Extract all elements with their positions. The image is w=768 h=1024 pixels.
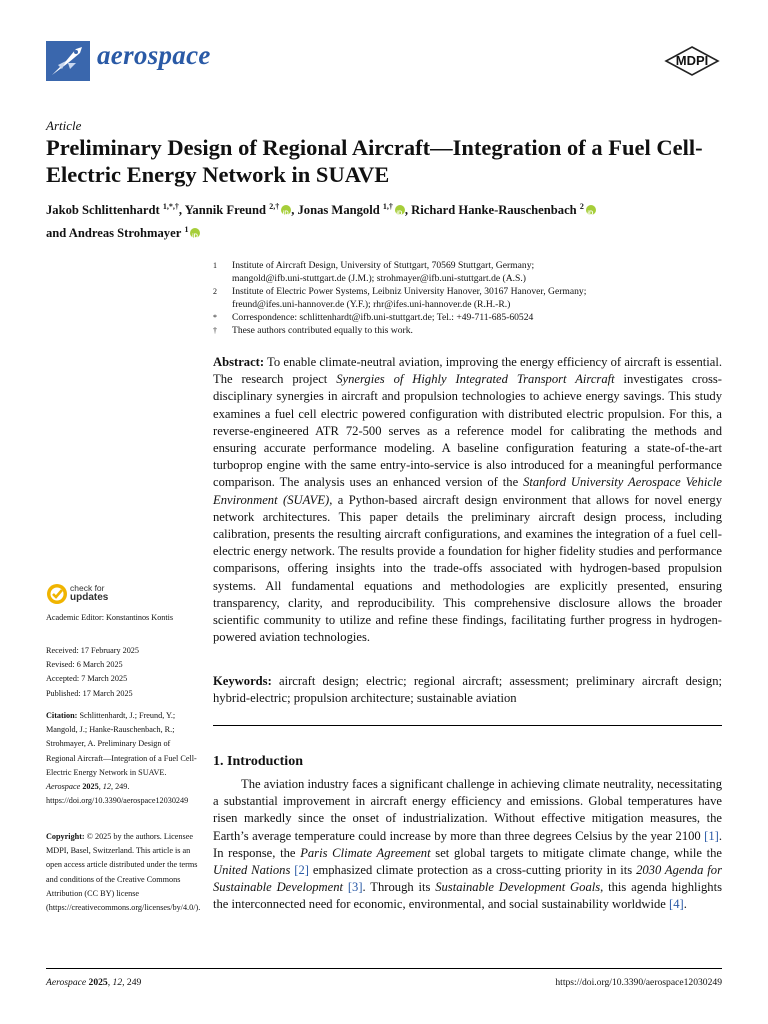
author[interactable]: Jakob Schlittenhardt $^{1,*,\dagger}$: [46, 202, 179, 218]
copyright-block: Copyright: © 2025 by the authors. Licensee MDPI, Basel, Switzerland. This article is an open access article distributed under the terms and conditions of the Creative Commons Attribution (CC BY) license (https://creativecommons.org/licenses/by/4.0/).: [46, 832, 201, 913]
paper-title: Preliminary Design of Regional Aircraft—Integration of a Fuel Cell-Electric Energy Network in SUAVE: [46, 135, 703, 187]
section-heading: 1. Introduction: [213, 754, 303, 769]
author[interactable]: Yannik Freund $^{2,\dagger}$iD: [185, 203, 291, 217]
section-divider: [213, 725, 722, 726]
orcid-icon[interactable]: [586, 205, 596, 215]
citation-block: Citation: Schlittenhardt, J.; Freund, Y.; Mangold, J.; Hanke-Rauschenbach, R.; Strohmayer, A. Preliminary Design of Regional Aircraft—Integration of a Fuel Cell-Electric Energy Network in SUAVE. Aerospace 2025, 12, 249. https://doi.org/10.3390/aerospace12030249: [46, 711, 197, 806]
author-list: Jakob Schlittenhardt $^{1,*,\dagger}$, Yannik Freund $^{2,\dagger}$iD , Jonas Mangold $^{1,\dagger}$iD , Richard Hanke-Rauschenbach $^2$iD and Andreas Strohmayer $^1$iD: [46, 197, 746, 243]
received-date: Received: 17 February 2025: [46, 646, 139, 655]
accepted-date: Accepted: 7 March 2025: [46, 674, 128, 684]
check-for-updates-label[interactable]: check for updates: [70, 583, 109, 603]
footer-doi-link[interactable]: https://doi.org/10.3390/aerospace12030249: [555, 977, 722, 988]
published-date: Published: 17 March 2025: [46, 688, 133, 698]
dates-block: [46, 644, 198, 701]
author[interactable]: Richard Hanke-Rauschenbach $^2$iD: [411, 203, 596, 217]
citation-link[interactable]: [1]: [704, 828, 719, 843]
journal-name: aerospace: [97, 40, 211, 70]
aerospace-logo-icon: [46, 41, 90, 81]
academic-editor: Academic Editor: Konstantinos Kontis: [46, 613, 174, 622]
citation-link[interactable]: [2]: [294, 863, 309, 878]
orcid-icon[interactable]: [395, 205, 405, 215]
keywords: Keywords: aircraft design; electric; regional aircraft; assessment; preliminary aircraft design; hybrid-electric; propulsion architecture; sustainable aviation: [213, 674, 722, 706]
footer-divider: [46, 968, 722, 969]
author[interactable]: Jonas Mangold $^{1,\dagger}$iD: [297, 203, 404, 217]
revised-date: Revised: 6 March 2025: [46, 660, 123, 670]
article-type: Article: [46, 118, 82, 133]
citation-link[interactable]: [3]: [347, 880, 363, 895]
footer-citation: Aerospace 2025, 12, 249: [46, 977, 142, 988]
orcid-icon[interactable]: [281, 205, 291, 215]
introduction-paragraph: The aviation industry faces a significant challenge in achieving climate neutrality, necessitating a substantial improvement in aircraft energy efficiency and emissions. Global temperatures have risen markedly since the onset of industrialization. Without effective mitigation measures, the Earth’s average temperature could increase by more than three degrees Celsius by the year 2100 [1]. In response, the Paris Climate Agreement set global targets to mitigate climate change, while the United Nations [2] emphasized climate protection as a cross-cutting priority in its 2030 Agenda for Sustainable Development [3]. Through its Sustainable Development Goals, this agenda highlights the interconnected need for economic, environmental, and social sustainability worldwide [4].: [213, 777, 722, 912]
abstract: Abstract: To enable climate-neutral aviation, improving the energy efficiency of aircraft is essential. The research project Synergies of Highly Integrated Transport Aircraft investigates cross-disciplinary synergies in aircraft and propulsion technologies to achieve energy savings. This study examines a fuel cell electric powered configuration with distributed electric propulsion. For this, a reverse-engineered ATR 72-500 serves as a reference model for calibrating the methods and ensuring accurate performance modeling. A baseline configuration featuring a state-of-the-art turboprop engine with the same entry-into-service is also introduced for a meaningful performance comparison. The analysis uses an enhanced version of the Stanford University Aerospace Vehicle Environment (SUAVE), a Python-based aircraft design environment that allows for novel energy network architectures. This paper details the preliminary aircraft design process, including calibration, presents the resulting aircraft configurations, and examines the integration of a fuel cell-electric energy network. The results provide a foundation for higher fidelity studies and performance comparisons, offering insights into the trade-offs associated with hydrogen-based propulsion systems. All fundamental equations and methodologies are explicitly presented, ensuring transparency, clarity, and reproducibility. This comprehensive disclosure allows the broader scientific community to utilize and refine these findings, facilitating further progress in hydrogen-powered aviation technologies.: [213, 355, 722, 645]
author[interactable]: and Andreas Strohmayer $^1$iD: [46, 226, 200, 240]
affiliations: 1 Institute of Aircraft Design, University of Stuttgart, 70569 Stuttgart, Germany; mangold@ifb.uni-stuttgart.de (J.M.); strohmayer@ifb.uni-stuttgart.de (A.S.) 2 Institute of Electric Power Systems, Leibniz University Hanover, 30167 Hanover, Germany; freund@ifes.uni-hannover.de (Y.F.); rhr@ifes.uni-hannover.de (R.H.-R.) * Correspondence: schlittenhardt@ifb.uni-stuttgart.de; Tel.: +49-711-685-60524 † These authors contributed equally to this work.: [213, 260, 587, 336]
citation-link[interactable]: [4]: [669, 897, 684, 912]
check-for-updates-icon[interactable]: [46, 583, 68, 605]
orcid-icon[interactable]: [190, 228, 200, 238]
mdpi-logo-text: MDPI: [675, 53, 709, 68]
